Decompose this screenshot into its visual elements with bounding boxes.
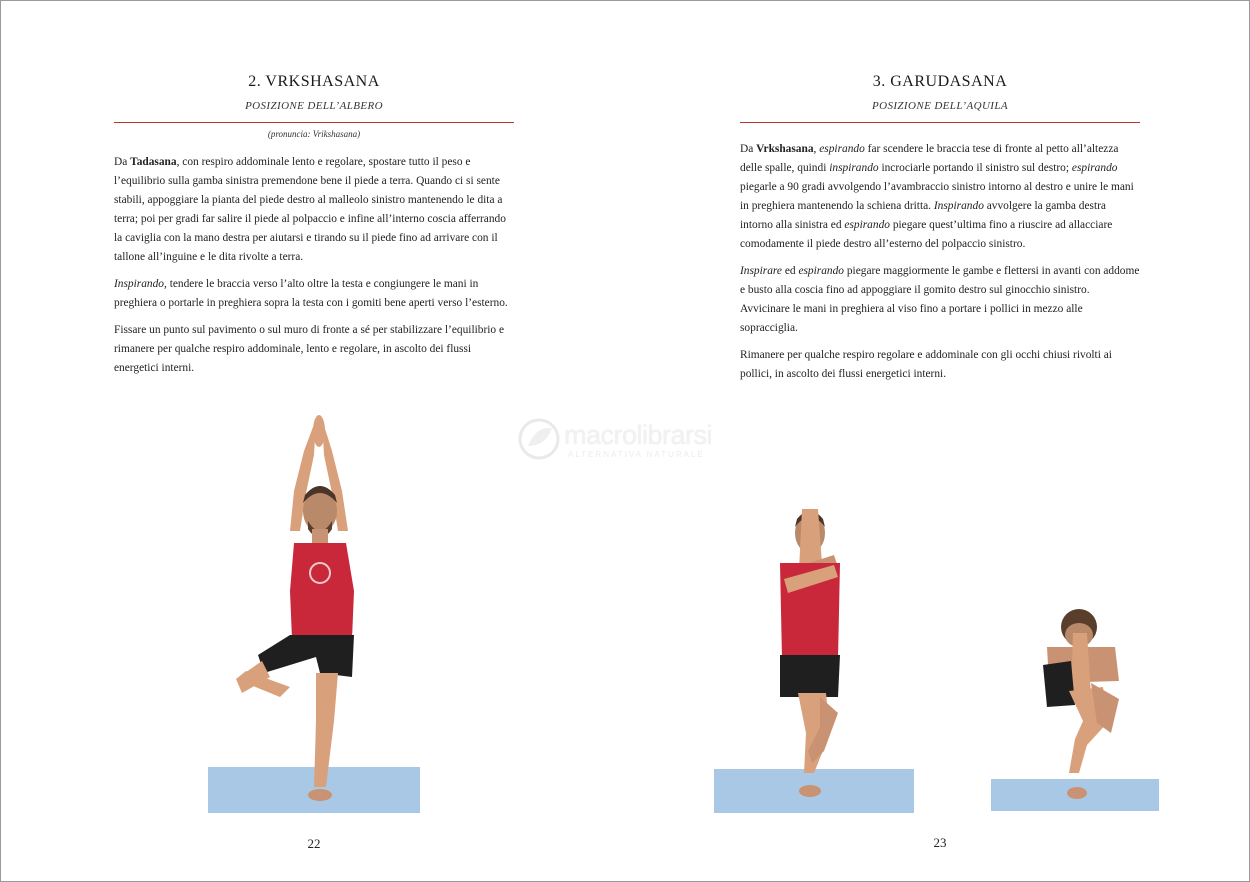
italic-term: Inspirando	[933, 200, 984, 212]
text-run: Da	[114, 156, 131, 168]
title-rule	[740, 122, 1140, 123]
text-run: piegarle a 90 gradi avvolgendo l’avambraccio sinistro intorno al destro e unire le mani in preghiera mantenendo la schiena dritta.	[740, 181, 1134, 212]
text-run: ed	[781, 265, 799, 277]
text-run: piegare maggiormente le gambe e flettersi in avanti con addome e busto alla coscia fino ad appoggiare il gomito destro sul ginocchio sinistro. Avvicinare le mani in preghiera al viso fino a portare i pollici in mezzo alle sopracciglia.	[740, 265, 1140, 334]
italic-term: Inspirare	[740, 265, 782, 277]
body-text	[740, 140, 1140, 392]
tree-pose-photo	[208, 411, 420, 813]
text-run: incrociarle portando il sinistro sul destro;	[878, 162, 1072, 174]
italic-term: Inspirando	[114, 278, 164, 290]
watermark-tagline: ALTERNATIVA NATURALE	[568, 450, 705, 459]
page-subtitle: POSIZIONE DELL’ALBERO	[245, 100, 383, 112]
page-number: 22	[307, 836, 321, 851]
text-run: far scendere le braccia tese di fronte al petto all’altezza delle spalle, quindi	[740, 143, 1119, 174]
paragraph	[114, 153, 514, 267]
title-rule	[114, 122, 514, 123]
paragraph	[114, 321, 514, 378]
watermark-name: macrolibrarsi	[564, 420, 713, 450]
pronunciation-note: (pronuncia: Vrikshasana)	[267, 129, 361, 139]
page-title: 2. VRKSHASANA	[248, 73, 380, 90]
italic-term: espirando	[819, 143, 865, 155]
text-run: Da	[740, 143, 757, 155]
text-run: piegare quest’ultima fino a riuscire ad allacciare comodamente il piede destro all’esterno del polpaccio sinistro.	[740, 219, 1113, 250]
italic-term: espirando	[844, 219, 890, 231]
italic-term: inspirando	[829, 162, 879, 174]
page-title: 3. GARUDASANA	[872, 73, 1008, 90]
leaf-logo-icon	[516, 416, 562, 462]
right-page	[626, 1, 1249, 881]
italic-term: espirando	[1071, 162, 1118, 174]
body-text	[114, 153, 514, 386]
paragraph	[740, 140, 1140, 254]
bold-term: Tadasana	[130, 156, 177, 168]
paragraph	[740, 262, 1140, 338]
paragraph	[114, 275, 514, 313]
bold-term: Vrkshasana	[756, 143, 814, 155]
italic-term: espirando	[798, 265, 845, 277]
text-run: Rimanere per qualche respiro regolare e addominale con gli occhi chiusi rivolti ai pollici, in ascolto dei flussi energetici interni.	[740, 349, 1112, 380]
text-run: , tendere le braccia verso l’alto oltre la testa e congiungere le mani in preghiera o portarle in preghiera sopra la testa con i gomiti bene aperti verso l’esterno.	[114, 278, 508, 309]
text-run: avvolgere la gamba destra intorno alla sinistra ed	[740, 200, 1106, 231]
eagle-pose-photo	[714, 501, 914, 813]
text-run: Fissare un punto sul pavimento o sul muro di fronte a sé per stabilizzare l’equilibrio e rimanere per qualche respiro addominale, lento e regolare, in ascolto dei flussi energetici interni.	[114, 324, 505, 374]
eagle-forward-bend-photo	[991, 603, 1159, 811]
text-run: ,	[813, 143, 820, 155]
paragraph	[740, 346, 1140, 384]
text-run: , con respiro addominale lento e regolare, spostare tutto il peso e l’equilibrio sulla gamba sinistra premendone bene il piede a terra. Quando ci si sente stabili, appoggiare la pianta del piede destro al malleolo sinistro mantenendo le dita a terra; poi per gradi far salire il piede al polpaccio e infine all’interno coscia afferrando la caviglia con la mano destra per aiutarsi e tirando su il piede fino ad arrivare con il tallone all’inguine e le dita rivolte a terra.	[114, 156, 506, 263]
page-number: 23	[933, 835, 947, 850]
page-subtitle: POSIZIONE DELL’AQUILA	[871, 100, 1009, 112]
